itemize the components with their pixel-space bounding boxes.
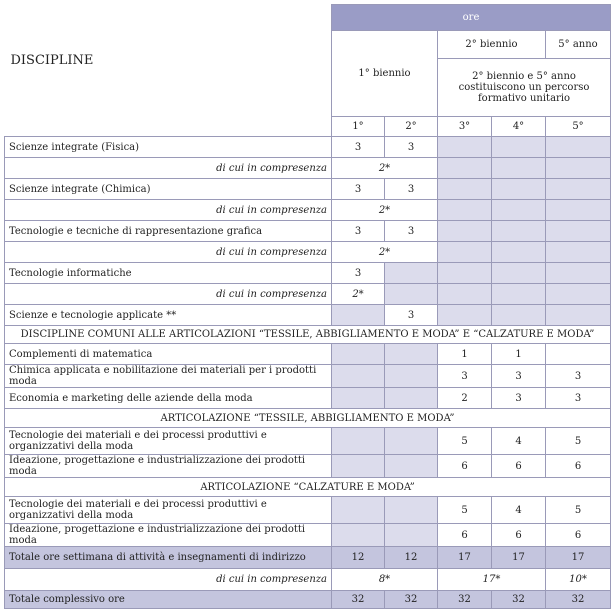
empty-cell <box>546 242 611 263</box>
total-cell: 32 <box>332 591 385 609</box>
discipline-label: Tecnologie dei materiali e dei processi produttivi e organizzativi della moda <box>5 428 332 455</box>
spacer-cell <box>5 117 332 137</box>
compresenza-value: 2* <box>332 200 438 221</box>
empty-cell <box>492 179 546 200</box>
total-cell: 12 <box>385 547 438 569</box>
empty-cell <box>438 158 492 179</box>
empty-cell <box>492 305 546 326</box>
discipline-label: Tecnologie e tecniche di rappresentazione grafica <box>5 221 332 242</box>
empty-cell <box>492 263 546 284</box>
discipline-label: Economia e marketing delle aziende della moda <box>5 388 332 409</box>
table-row <box>5 388 611 409</box>
compresenza-total-row <box>5 569 611 591</box>
compresenza-label: di cui in compresenza <box>5 284 332 305</box>
empty-cell <box>438 242 492 263</box>
empty-cell <box>492 284 546 305</box>
empty-cell <box>546 284 611 305</box>
total-cell: 32 <box>385 591 438 609</box>
table-row <box>5 137 611 158</box>
table-row <box>5 263 611 284</box>
table-row <box>5 221 611 242</box>
section-title-common: DISCIPLINE COMUNI ALLE ARTICOLAZIONI “TESSILE, ABBIGLIAMENTO E MODA” E “CALZATURE E MODA” <box>5 326 611 344</box>
hours-cell: 6 <box>492 455 546 478</box>
discipline-label: Tecnologie informatiche <box>5 263 332 284</box>
empty-cell <box>332 344 385 365</box>
empty-cell <box>492 200 546 221</box>
empty-cell <box>492 158 546 179</box>
year-header: 5° <box>546 117 611 137</box>
table-row <box>5 455 611 478</box>
weekly-total-row <box>5 547 611 569</box>
empty-cell <box>385 428 438 455</box>
empty-cell <box>546 221 611 242</box>
quinto-anno-header: 5° anno <box>546 31 611 59</box>
hours-cell <box>546 344 611 365</box>
discipline-label: Ideazione, progettazione e industrializzazione dei prodotti moda <box>5 524 332 547</box>
table-row <box>5 344 611 365</box>
table-row <box>5 179 611 200</box>
discipline-label: Scienze e tecnologie applicate ** <box>5 305 332 326</box>
empty-cell <box>385 365 438 388</box>
empty-cell <box>385 455 438 478</box>
section-title-tessile: ARTICOLAZIONE “TESSILE, ABBIGLIAMENTO E MODA” <box>5 409 611 428</box>
hours-cell: 2 <box>438 388 492 409</box>
hours-cell: 3 <box>546 388 611 409</box>
hours-table <box>4 4 611 609</box>
compresenza-label: di cui in compresenza <box>5 242 332 263</box>
empty-cell <box>385 388 438 409</box>
weekly-total-label: Totale ore settimana di attività e insegnamenti di indirizzo <box>5 547 332 569</box>
empty-cell <box>332 497 385 524</box>
hours-cell: 3 <box>332 137 385 158</box>
hours-cell: 3 <box>332 179 385 200</box>
compresenza-value: 2* <box>332 284 385 305</box>
empty-cell <box>492 221 546 242</box>
hours-cell: 3 <box>546 365 611 388</box>
table-row <box>5 365 611 388</box>
compresenza-label: di cui in compresenza <box>5 158 332 179</box>
empty-cell <box>438 221 492 242</box>
discipline-label: Scienze integrate (Fisica) <box>5 137 332 158</box>
table-row <box>5 428 611 455</box>
year-header: 2° <box>385 117 438 137</box>
hours-cell: 1 <box>438 344 492 365</box>
table-row <box>5 524 611 547</box>
hours-cell: 3 <box>332 263 385 284</box>
discipline-label: Complementi di matematica <box>5 344 332 365</box>
compresenza-total-value: 10* <box>546 569 611 591</box>
hours-cell: 3 <box>492 365 546 388</box>
empty-cell <box>332 455 385 478</box>
hours-cell: 5 <box>546 497 611 524</box>
hours-cell: 6 <box>492 524 546 547</box>
total-cell: 17 <box>546 547 611 569</box>
table-row <box>5 158 611 179</box>
empty-cell <box>385 497 438 524</box>
year-header: 4° <box>492 117 546 137</box>
hours-cell: 3 <box>438 365 492 388</box>
table-row <box>5 305 611 326</box>
total-cell: 17 <box>438 547 492 569</box>
total-cell: 32 <box>492 591 546 609</box>
hours-cell: 3 <box>385 179 438 200</box>
discipline-label: Tecnologie dei materiali e dei processi produttivi e organizzativi della moda <box>5 497 332 524</box>
table-row <box>5 284 611 305</box>
hours-cell: 4 <box>492 497 546 524</box>
hours-cell: 3 <box>492 388 546 409</box>
empty-cell <box>546 158 611 179</box>
empty-cell <box>438 179 492 200</box>
compresenza-value: 2* <box>332 158 438 179</box>
hours-cell: 5 <box>546 428 611 455</box>
hours-cell: 3 <box>385 221 438 242</box>
discipline-label: Scienze integrate (Chimica) <box>5 179 332 200</box>
empty-cell <box>492 137 546 158</box>
section-title-calzature: ARTICOLAZIONE “CALZATURE E MODA” <box>5 478 611 497</box>
compresenza-label: di cui in compresenza <box>5 200 332 221</box>
empty-cell <box>438 284 492 305</box>
empty-cell <box>332 305 385 326</box>
percorso-note: 2° biennio e 5° anno costituiscono un percorso formativo unitario <box>438 59 611 117</box>
secondo-biennio-header: 2° biennio <box>438 31 546 59</box>
discipline-label: Chimica applicata e nobilitazione dei materiali per i prodotti moda <box>5 365 332 388</box>
empty-cell <box>546 263 611 284</box>
discipline-label: Ideazione, progettazione e industrializzazione dei prodotti moda <box>5 455 332 478</box>
table-row <box>5 497 611 524</box>
empty-cell <box>332 365 385 388</box>
year-header: 3° <box>438 117 492 137</box>
ore-header: ore <box>332 5 611 31</box>
compresenza-total-value: 8* <box>332 569 438 591</box>
empty-cell <box>438 305 492 326</box>
compresenza-total-label: di cui in compresenza <box>5 569 332 591</box>
empty-cell <box>438 137 492 158</box>
empty-cell <box>332 428 385 455</box>
empty-cell <box>385 524 438 547</box>
empty-cell <box>546 200 611 221</box>
empty-cell <box>385 284 438 305</box>
grand-total-row <box>5 591 611 609</box>
empty-cell <box>492 242 546 263</box>
empty-cell <box>332 388 385 409</box>
year-header: 1° <box>332 117 385 137</box>
hours-cell: 6 <box>546 524 611 547</box>
hours-cell: 6 <box>546 455 611 478</box>
empty-cell <box>546 137 611 158</box>
hours-cell: 6 <box>438 524 492 547</box>
empty-cell <box>438 200 492 221</box>
compresenza-total-value: 17* <box>438 569 546 591</box>
empty-cell <box>546 305 611 326</box>
table-row <box>5 200 611 221</box>
primo-biennio-header: 1° biennio <box>332 31 438 117</box>
total-cell: 32 <box>546 591 611 609</box>
hours-cell: 4 <box>492 428 546 455</box>
grand-total-label: Totale complessivo ore <box>5 591 332 609</box>
total-cell: 17 <box>492 547 546 569</box>
table-row <box>5 242 611 263</box>
empty-cell <box>332 524 385 547</box>
hours-cell: 5 <box>438 497 492 524</box>
compresenza-value: 2* <box>332 242 438 263</box>
hours-cell: 3 <box>385 137 438 158</box>
empty-cell <box>385 344 438 365</box>
hours-cell: 1 <box>492 344 546 365</box>
disciplines-title: DISCIPLINE <box>10 53 94 68</box>
empty-cell <box>438 263 492 284</box>
empty-cell <box>546 179 611 200</box>
hours-cell: 3 <box>385 305 438 326</box>
total-cell: 32 <box>438 591 492 609</box>
empty-cell <box>385 263 438 284</box>
hours-cell: 6 <box>438 455 492 478</box>
total-cell: 12 <box>332 547 385 569</box>
hours-cell: 5 <box>438 428 492 455</box>
hours-cell: 3 <box>332 221 385 242</box>
